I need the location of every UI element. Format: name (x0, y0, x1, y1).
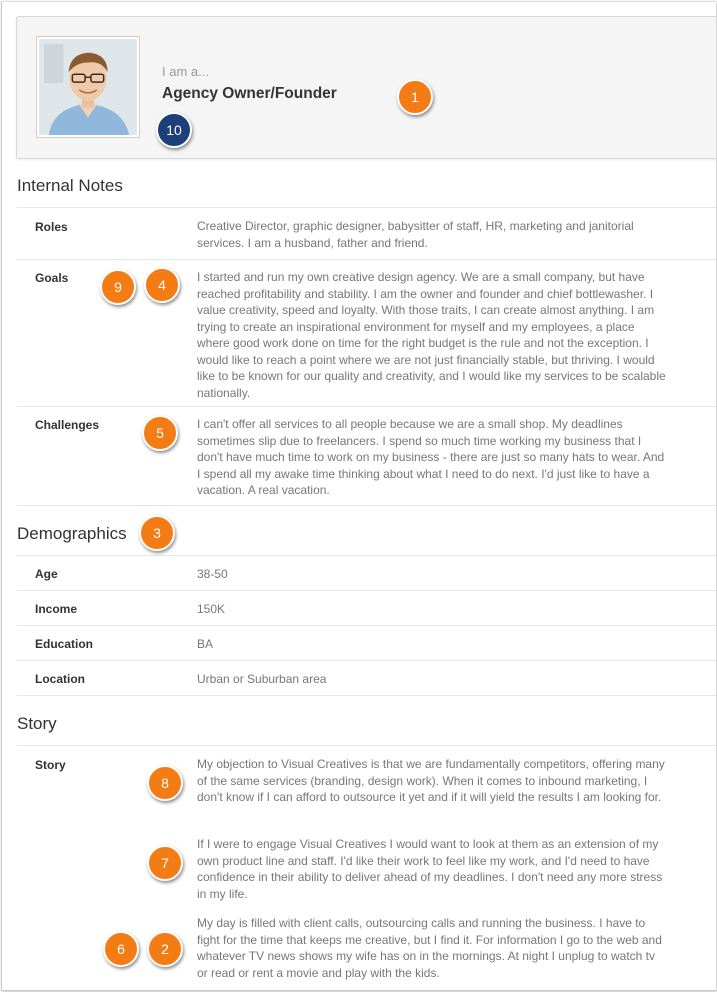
divider (17, 406, 716, 407)
age-label: Age (35, 567, 58, 581)
persona-header (16, 16, 716, 159)
divider (17, 625, 716, 626)
story-paragraph-3: My day is filled with client calls, outsourcing calls and running the business. I have to fight for the time that keeps me creative, but I find it. For information I go to the web and whatever TV news shows my wife has on in the mornings. At night I unplug to watch tv or read or rent a movie and play with the kids. (197, 916, 662, 980)
annotation-badge-10: 10 (156, 112, 192, 148)
goals-value: I started and run my own creative design agency. We are a small company, but have reached profitability and stability. I am the owner and founder and chief bottlewasher. I value creativity, speed and loyalty. With those traits, I can create almost anything. I am trying to create an inspirational environment for myself and my employees, a place where good work done on time for the right budget is the rule and not the exception. I would like to reach a point where we are not just financially stable, but thriving. I would like to be known for our quality and creativity, and I would like my services to be scalable nationally. (197, 270, 666, 400)
annotation-badge-9: 9 (100, 269, 136, 305)
avatar (36, 36, 140, 138)
persona-card (1, 1, 716, 991)
education-label: Education (35, 637, 94, 651)
story-paragraph-1: My objection to Visual Creatives is that we are fundamentally competitors, offering many of the same services (branding, design work). When it comes to inbound marketing, I don't know if I can afford to outsource it yet and if it will yield the results I am looking for. (197, 757, 665, 804)
iam-label: I am a... (162, 64, 209, 79)
section-title-demographics: Demographics (17, 524, 127, 543)
divider (17, 745, 716, 746)
divider (17, 207, 716, 208)
annotation-badge-5: 5 (142, 415, 178, 451)
section-title-internal-notes: Internal Notes (17, 176, 123, 195)
divider (17, 555, 716, 556)
story-paragraph-2: If I were to engage Visual Creatives I would want to look at them as an extension of my own product line and staff. I'd like their work to feel like my work, and I'd need to have confidence in their ability to deliver ahead of my deadlines. I don't need any more stress in my life. (197, 837, 663, 901)
annotation-badge-3: 3 (139, 515, 175, 551)
story-label: Story (35, 758, 66, 772)
goals-label: Goals (35, 271, 69, 285)
location-label: Location (35, 672, 85, 686)
annotation-badge-2: 2 (147, 931, 183, 967)
income-value: 150K (197, 602, 226, 616)
section-title-story: Story (17, 714, 57, 733)
age-value: 38-50 (197, 567, 228, 581)
challenges-label: Challenges (35, 418, 100, 432)
roles-label: Roles (35, 220, 68, 234)
divider (17, 259, 716, 260)
annotation-badge-1: 1 (397, 79, 433, 115)
location-value: Urban or Suburban area (197, 672, 327, 686)
annotation-badge-6: 6 (103, 931, 139, 967)
divider (17, 660, 716, 661)
education-value: BA (197, 637, 214, 651)
persona-role-title: Agency Owner/Founder (162, 85, 337, 102)
annotation-badge-8: 8 (147, 765, 183, 801)
annotation-badge-7: 7 (147, 845, 183, 881)
avatar-image (39, 39, 137, 135)
annotation-badge-4: 4 (144, 267, 180, 303)
divider (17, 590, 716, 591)
divider (17, 505, 716, 506)
divider (17, 695, 716, 696)
challenges-value: I can't offer all services to all people because we are a small shop. My deadlines sometimes slip due to freelancers. I spend so much time working my business that I don't have much time to work on my business - there are just so many hats to wear. And I spend all my awake time thinking about what I need to do next. I'd just like to have a vacation. A real vacation. (197, 417, 665, 497)
income-label: Income (35, 602, 78, 616)
roles-value: Creative Director, graphic designer, babysitter of staff, HR, marketing and janitorial services. I am a husband, father and friend. (197, 219, 634, 250)
